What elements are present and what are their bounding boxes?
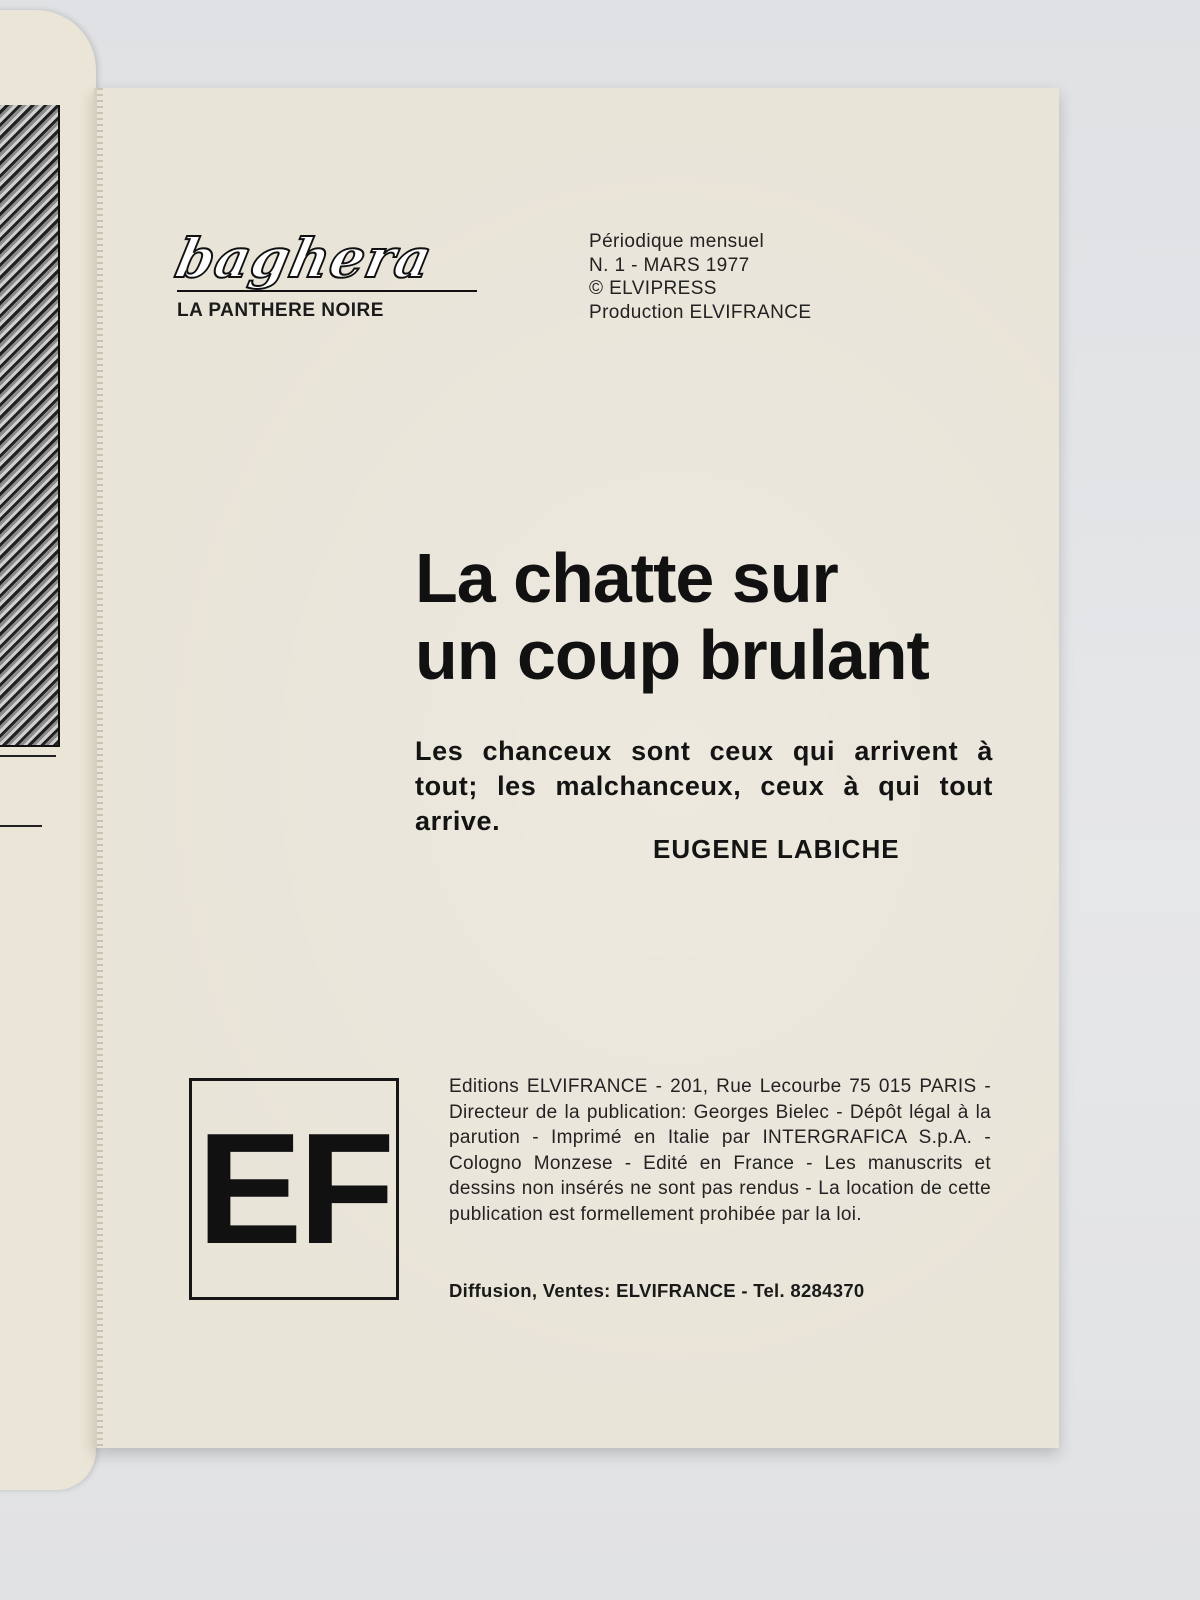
facing-page-illustration	[0, 105, 60, 747]
story-title-line: La chatte sur	[415, 539, 838, 617]
epigraph-author: EUGENE LABICHE	[653, 834, 900, 864]
periodical-line: Production ELVIFRANCE	[589, 301, 812, 323]
story-title-line: un coup brulant	[415, 616, 929, 694]
periodical-line: Périodique mensuel	[589, 231, 765, 252]
epigraph-quote: Les chanceux sont ceux qui arrivent à tout; les malchanceux, ceux à qui tout arrive.	[415, 736, 993, 836]
periodical-line: © ELVIPRESS	[589, 278, 717, 299]
series-subtitle: LA PANTHERE NOIRE	[177, 300, 384, 321]
title-page	[94, 88, 1059, 1448]
publisher-logo	[189, 1078, 399, 1300]
facing-page-rule	[0, 755, 56, 757]
periodical-line: N. 1 - MARS 1977	[589, 254, 750, 276]
baghera-logo	[170, 226, 477, 298]
facing-page	[0, 10, 96, 1490]
distribution-info: Diffusion, Ventes: ELVIFRANCE - Tel. 8284370	[449, 1280, 865, 1301]
logo-underline	[177, 290, 477, 292]
binding-gutter	[97, 88, 103, 1448]
publisher-imprint: Editions ELVIFRANCE - 201, Rue Lecourbe 75 015 PARIS - Directeur de la publication: Georges Bielec - Dépôt légal à la parution - Imprimé en Italie par INTERGRAFICA S.p.A. - Cologno Monzese - Edité en France - Les manuscrits et dessins non insérés ne sont pas rendus - La location de cette publication est formellement prohibée par la loi.	[449, 1076, 991, 1225]
facing-page-rule	[0, 825, 42, 827]
story-title	[415, 540, 929, 694]
publisher-logo-letters: EF	[197, 1101, 391, 1277]
logo-text: baghera	[170, 226, 439, 290]
periodical-info	[589, 230, 811, 324]
